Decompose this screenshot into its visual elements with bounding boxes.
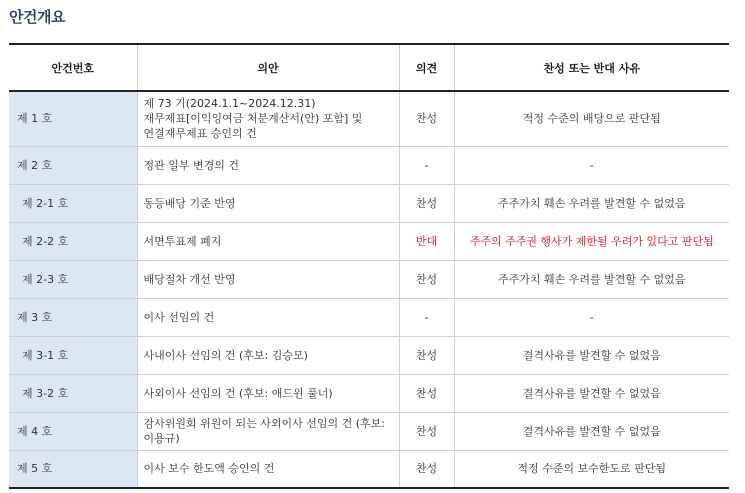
agenda-number: 제 2 호 — [9, 146, 137, 184]
header-opinion: 의견 — [399, 44, 454, 91]
reason: 결격사유를 발견할 수 없었음 — [454, 336, 729, 374]
reason: 주주가치 훼손 우려를 발견할 수 없었음 — [454, 184, 729, 222]
table-row — [9, 260, 729, 298]
table-row — [9, 146, 729, 184]
opinion-against: 반대 — [399, 222, 454, 260]
reason: 결격사유를 발견할 수 없었음 — [454, 374, 729, 412]
opinion: 찬성 — [399, 91, 454, 146]
table-row — [9, 298, 729, 336]
reason: - — [454, 298, 729, 336]
agenda-title: 정관 일부 변경의 건 — [137, 146, 399, 184]
opinion: 찬성 — [399, 450, 454, 488]
agenda-title: 배당절차 개선 반영 — [137, 260, 399, 298]
agenda-title: 사내이사 선임의 건 (후보: 김승모) — [137, 336, 399, 374]
agenda-title: 이사 선임의 건 — [137, 298, 399, 336]
reason-against: 주주의 주주권 행사가 제한될 우려가 있다고 판단됨 — [454, 222, 729, 260]
opinion: 찬성 — [399, 374, 454, 412]
agenda-title: 이사 보수 한도액 승인의 건 — [137, 450, 399, 488]
table-row — [9, 412, 729, 450]
opinion: 찬성 — [399, 184, 454, 222]
table-row — [9, 184, 729, 222]
agenda-number: 제 3 호 — [9, 298, 137, 336]
agenda-number: 제 3-2 호 — [9, 374, 137, 412]
reason: 적정 수준의 배당으로 판단됨 — [454, 91, 729, 146]
table-row — [9, 336, 729, 374]
agenda-title: 동등배당 기준 반영 — [137, 184, 399, 222]
agenda-title: 사외이사 선임의 건 (후보: 애드윈 풀너) — [137, 374, 399, 412]
agenda-title: 감사위원회 위원이 되는 사외이사 선임의 건 (후보: 이용규) — [137, 412, 399, 450]
agenda-number: 제 1 호 — [9, 91, 137, 146]
opinion: 찬성 — [399, 412, 454, 450]
reason: 주주가치 훼손 우려를 발견할 수 없었음 — [454, 260, 729, 298]
page-title: 안건개요 — [9, 8, 65, 26]
table-row — [9, 450, 729, 488]
agenda-title: 서면투표제 폐지 — [137, 222, 399, 260]
agenda-number: 제 2-2 호 — [9, 222, 137, 260]
table-row — [9, 91, 729, 146]
header-agenda: 의안 — [137, 44, 399, 91]
reason: 결격사유를 발견할 수 없었음 — [454, 412, 729, 450]
agenda-table — [9, 43, 729, 489]
opinion: 찬성 — [399, 336, 454, 374]
agenda-number: 제 2-3 호 — [9, 260, 137, 298]
agenda-number: 제 2-1 호 — [9, 184, 137, 222]
agenda-number: 제 4 호 — [9, 412, 137, 450]
reason: - — [454, 146, 729, 184]
reason: 적정 수준의 보수한도로 판단됨 — [454, 450, 729, 488]
agenda-title: 제 73 기(2024.1.1~2024.12.31) 재무제표[이익잉여금 처분계산서(안) 포함] 및 연결재무제표 승인의 건 — [137, 91, 399, 146]
agenda-number: 제 5 호 — [9, 450, 137, 488]
header-agenda-number: 안건번호 — [9, 44, 137, 91]
opinion: - — [399, 146, 454, 184]
table-header-row — [9, 44, 729, 91]
opinion: 찬성 — [399, 260, 454, 298]
table-row — [9, 374, 729, 412]
table-row — [9, 222, 729, 260]
opinion: - — [399, 298, 454, 336]
header-reason: 찬성 또는 반대 사유 — [454, 44, 729, 91]
agenda-number: 제 3-1 호 — [9, 336, 137, 374]
